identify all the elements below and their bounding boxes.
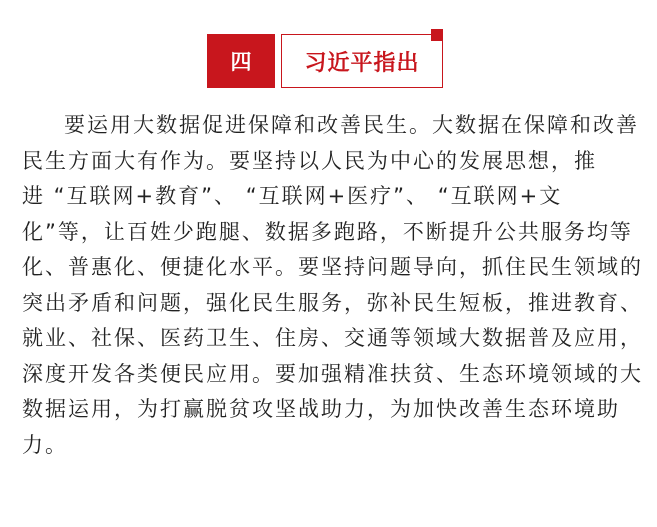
text-line: 深度开发各类便民应用。要加强精准扶贫、生态环境领域的大 <box>22 361 643 386</box>
section-number: 四 <box>207 34 275 88</box>
text-line: 要运用大数据促进保障和改善民生。大数据在保障和改善 <box>64 113 639 137</box>
text-line: 进 “互联网+教育”、 “互联网+医疗”、 “互联网+文 <box>22 184 563 208</box>
section-title: 习近平指出 <box>281 34 443 88</box>
text-line: 化、普惠化、便捷化水平。要坚持问题导向，抓住民生领域的 <box>22 255 643 279</box>
text-line: 就业、社保、医药卫生、住房、交通等领域大数据普及应用， <box>22 326 643 350</box>
article-paragraph <box>22 108 643 463</box>
section-header <box>207 34 443 88</box>
text-line: 化”等，让百姓少跑腿、数据多跑路，不断提升公共服务均等 <box>22 219 633 244</box>
text-line: 民生方面大有作为。要坚持以人民为中心的发展思想，推 <box>22 148 597 173</box>
text-line: 数据运用，为打赢脱贫攻坚战助力，为加快改善生态环境助 <box>22 397 620 421</box>
text-line: 力。 <box>22 432 68 457</box>
decorative-square <box>431 29 443 41</box>
text-line: 突出矛盾和问题，强化民生服务，弥补民生短板，推进教育、 <box>22 290 643 315</box>
